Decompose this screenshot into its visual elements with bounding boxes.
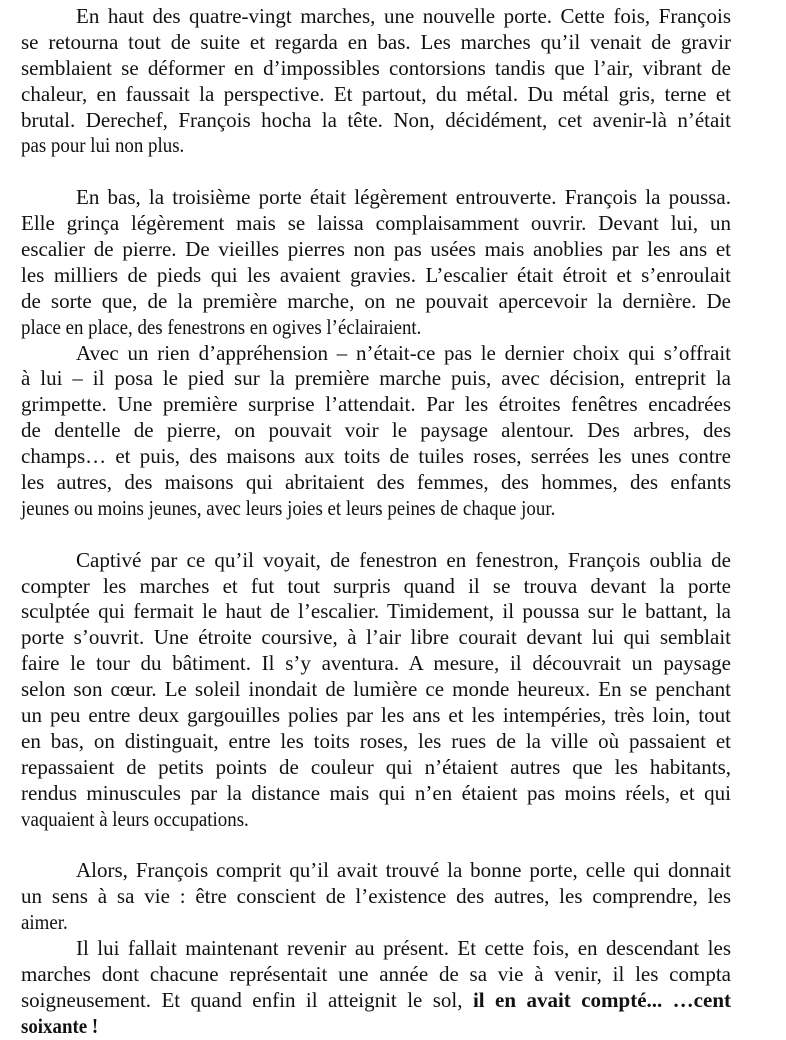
text-run: de dentelle de pierre, on pouvait voir le paysage alentour. Des arbres, des [21,418,731,443]
paragraph [21,858,731,936]
text-line [21,211,731,237]
text-line-content [21,30,731,56]
text-line [21,392,731,418]
text-run: Captivé par ce qu’il voyait, de fenestron en fenestron, François oublia de [76,547,731,572]
text-line-content [21,781,731,807]
text-run: Elle grinça légèrement mais se laissa complaisamment ouvrir. Devant lui, un [21,211,731,236]
text-line-content [21,703,731,729]
text-line-content [21,988,731,1014]
document-page [21,4,731,1040]
paragraph [21,4,731,159]
text-line-content [21,755,731,781]
text-run: marches dont chacune représentait une année de sa vie à venir, il les compta [21,961,731,986]
text-line [21,781,731,807]
paragraph [21,548,731,833]
text-line-content [21,211,731,237]
bold-text-run: soixante ! [21,1013,99,1038]
text-line-content [21,341,731,367]
text-line-content [21,263,731,289]
text-line-content [21,444,731,470]
text-run: un sens à sa vie : être conscient de l’existence des autres, les comprendre, les [21,884,731,909]
text-line-content [21,729,731,755]
text-line-content [21,599,731,625]
text-line-content [21,910,68,936]
text-run: faire le tour du bâtiment. Il s’y aventura. A mesure, il découvrait un paysage [21,651,731,676]
text-run: à lui – il posa le pied sur la première marche puis, avec décision, entreprit la [21,366,731,391]
text-line-content [21,133,184,159]
paragraph [21,185,731,340]
text-run: Alors, François comprit qu’il avait trouvé la bonne porte, celle qui donnait [76,858,731,883]
text-run: de sorte que, de la première marche, on ne pouvait apercevoir la dernière. De [21,288,731,313]
text-line [21,496,731,522]
text-line-content [21,1014,98,1040]
paragraph-spacer [21,159,731,185]
text-line [21,729,731,755]
text-line [21,341,731,367]
text-line [21,82,731,108]
text-line-content [21,651,731,677]
text-line [21,133,731,159]
text-line-content [21,289,731,315]
text-line [21,599,731,625]
text-run: place en place, des fenestrons en ogives l’éclairaient. [21,314,422,339]
text-run: porte s’ouvrit. Une étroite coursive, à l’air libre courait devant lui qui semblait [21,625,731,650]
text-line-content [21,237,731,263]
text-line [21,185,731,211]
text-line-content [21,574,731,600]
text-line [21,1014,731,1040]
text-run: aimer. [21,910,68,935]
text-run: champs… et puis, des maisons aux toits de tuiles roses, serrées les unes contre [21,444,731,469]
text-run: repassaient de petits points de couleur qui n’étaient autres que les habitants, [21,754,731,779]
text-run: grimpette. Une première surprise l’attendait. Par les étroites fenêtres encadrées [21,392,731,417]
text-run: selon son cœur. Le soleil inondait de lumière ce monde heureux. En se penchant [21,677,731,702]
text-line-content [21,56,731,82]
text-line [21,548,731,574]
text-run: compter les marches et fut tout surpris quand il se trouva devant la porte [21,573,731,598]
text-line-content [21,185,731,211]
text-line-content [21,807,249,833]
text-run: soigneusement. Et quand enfin il atteignit le sol, [21,987,463,1012]
text-line-content [21,962,731,988]
text-line [21,858,731,884]
text-line-content [21,366,731,392]
text-line [21,807,731,833]
text-run: Avec un rien d’appréhension – n’était-ce pas le dernier choix qui s’offrait [76,340,731,365]
text-line [21,4,731,30]
text-line-content [21,470,731,496]
text-line [21,263,731,289]
text-line [21,755,731,781]
text-run: un peu entre deux gargouilles polies par les ans et les intempéries, très loin, tout [21,703,731,728]
text-line-content [21,858,731,884]
text-line-content [21,884,731,910]
text-run: en bas, on distinguait, entre les toits roses, les rues de la ville où passaient et [21,728,731,753]
text-run: pas pour lui non plus. [21,133,185,158]
text-line [21,237,731,263]
text-line [21,936,731,962]
text-line [21,315,731,341]
paragraph-spacer [21,833,731,859]
text-line [21,703,731,729]
text-run: les autres, des maisons qui abritaient des femmes, des hommes, des enfants [21,470,731,495]
text-run: escalier de pierre. De vieilles pierres non pas usées mais anoblies par les ans et [21,237,731,262]
text-line [21,30,731,56]
text-run: sculptée qui fermait le haut de l’escalier. Timidement, il poussa sur le battant, la [21,599,731,624]
text-line-content [21,936,731,962]
paragraph [21,936,731,1040]
text-run: brutal. Derechef, François hocha la tête. Non, décidément, cet avenir-là n’était [21,107,731,132]
text-run: vaquaient à leurs occupations. [21,806,249,831]
text-run: En bas, la troisième porte était légèrement entrouverte. François la poussa. [76,185,731,210]
text-line-content [21,315,421,341]
text-line [21,470,731,496]
paragraph-spacer [21,522,731,548]
text-line-content [21,108,731,134]
text-line [21,625,731,651]
text-run: les milliers de pieds qui les avaient gravies. L’escalier était étroit et s’enroulait [21,262,731,287]
text-line [21,910,731,936]
text-line-content [21,392,731,418]
text-run: En haut des quatre-vingt marches, une nouvelle porte. Cette fois, François [76,4,731,28]
bold-text-run: il en avait compté... …cent [472,987,731,1012]
text-line-content [21,418,731,444]
text-line [21,444,731,470]
paragraph [21,341,731,522]
text-line-content [21,625,731,651]
text-line-content [21,677,731,703]
text-line [21,884,731,910]
text-line [21,988,731,1014]
text-line [21,108,731,134]
text-run: jeunes ou moins jeunes, avec leurs joies et leurs peines de chaque jour. [21,495,556,520]
text-run: se retourna tout de suite et regarda en bas. Les marches qu’il venait de gravir [21,29,731,54]
text-line [21,651,731,677]
text-line [21,56,731,82]
text-run: semblaient se déformer en d’impossibles contorsions tandis que l’air, vibrant de [21,55,731,80]
text-line [21,418,731,444]
text-run: chaleur, en faussait la perspective. Et partout, du métal. Du métal gris, terne et [21,81,731,106]
text-line [21,962,731,988]
text-run: rendus minuscules par la distance mais qui n’en étaient pas moins réels, et qui [21,780,731,805]
text-line [21,677,731,703]
text-run: Il lui fallait maintenant revenir au présent. Et cette fois, en descendant les [76,936,731,961]
text-line-content [21,82,731,108]
text-line [21,289,731,315]
text-line-content [21,4,731,30]
text-line [21,366,731,392]
text-line [21,574,731,600]
text-line-content [21,548,731,574]
text-line-content [21,496,555,522]
